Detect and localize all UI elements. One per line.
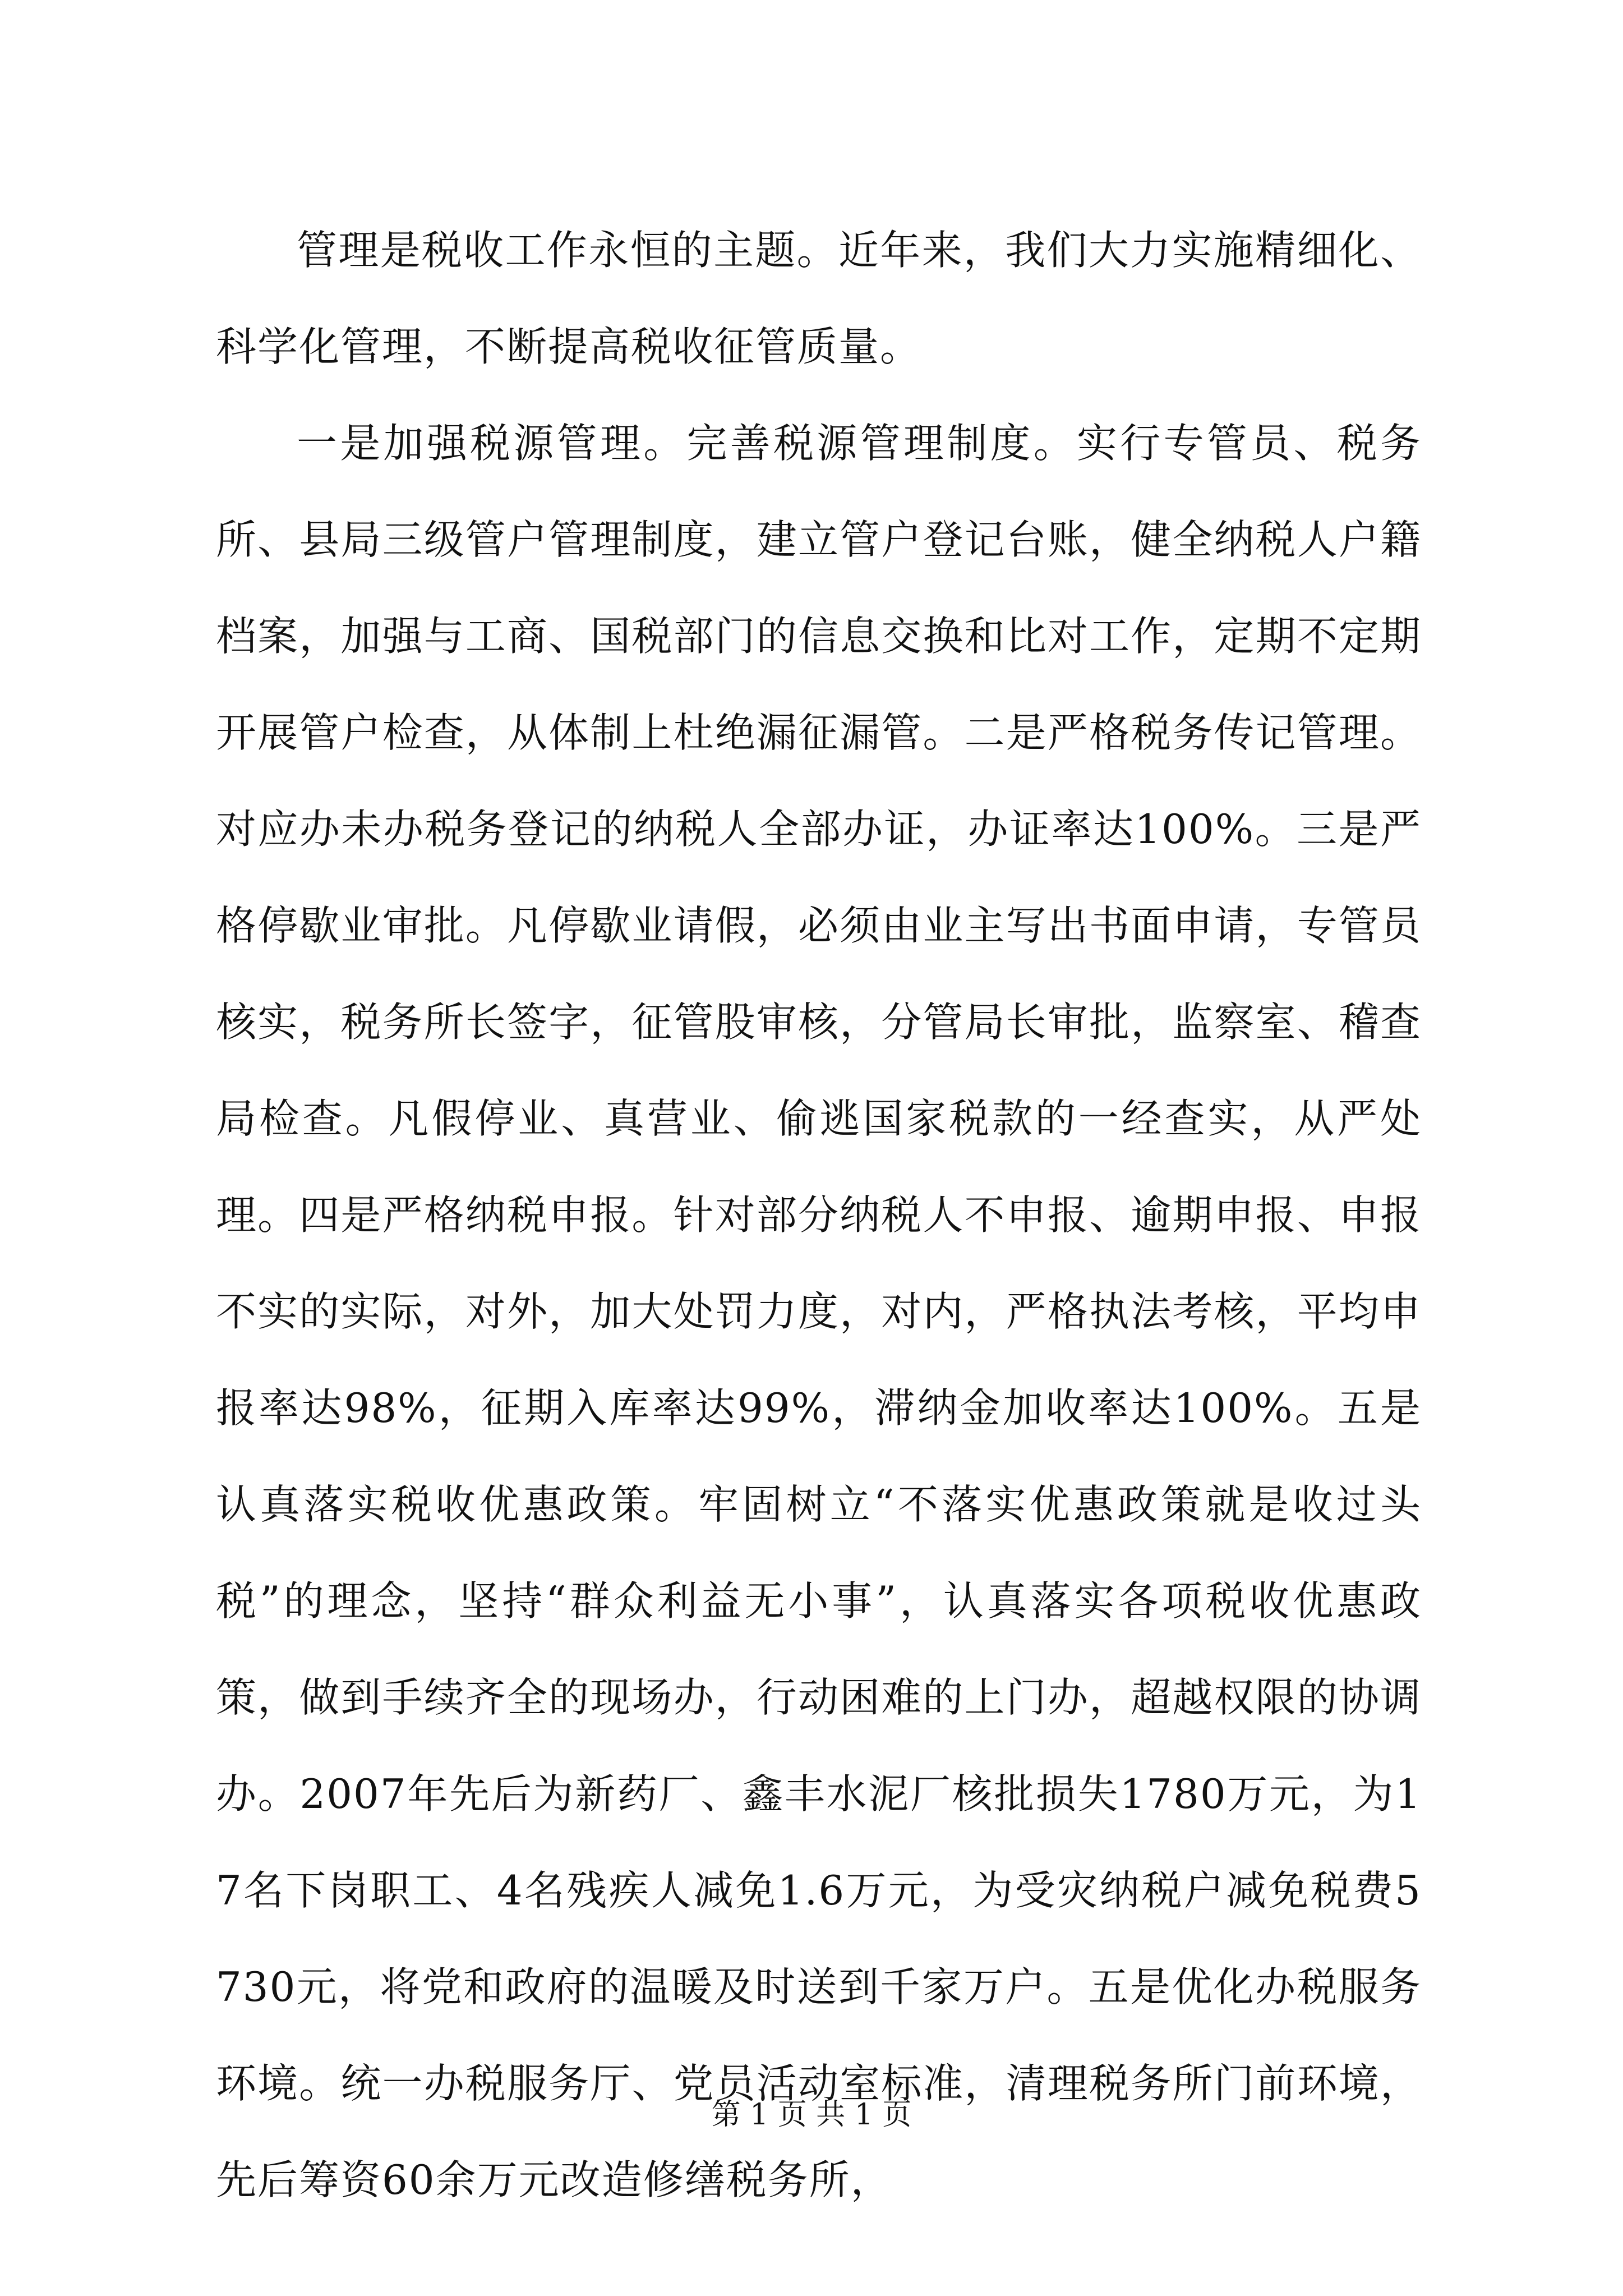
paragraph-1: 管理是税收工作永恒的主题。近年来，我们大力实施精细化、科学化管理，不断提高税收征管质量。 (216, 227, 1422, 370)
document-body (216, 202, 1422, 2228)
paragraph-2: 一是加强税源管理。完善税源管理制度。实行专管员、税务所、县局三级管户管理制度，建立管户登记台账，健全纳税人户籍档案，加强与工商、国税部门的信息交换和比对工作，定期不定期开展管户检查，从体制上杜绝漏征漏管。二是严格税务传记管理。对应办未办税务登记的纳税人全部办证，办证率达100%。三是严格停歇业审批。凡停歇业请假，必须由业主写出书面申请，专管员核实，税务所长签字，征管股审核，分管局长审批，监察室、稽查局检查。凡假停业、真营业、偷逃国家税款的一经查实，从严处理。四是严格纳税申报。针对部分纳税人不申报、逾期申报、申报不实的实际，对外，加大处罚力度，对内，严格执法考核，平均申报率达98%，征期入库率达99%，滞纳金加收率达100%。五是认真落实税收优惠政策。牢固树立“不落实优惠政策就是收过头税”的理念，坚持“群众利益无小事”，认真落实各项税收优惠政策，做到手续齐全的现场办，行动困难的上门办，超越权限的协调办。2007年先后为新药厂、鑫丰水泥厂核批损失1780万元，为17名下岗职工、4名残疾人减免1.6万元，为受灾纳税户减免税费5730元，将党和政府的温暖及时送到千家万户。五是优化办税服务环境。统一办税服务厅、党员活动室标准，清理税务所门前环境，先后筹资60余万元改造修缮税务所， (216, 420, 1422, 2203)
page-footer: 第 1 页 共 1 页 (711, 2098, 912, 2132)
